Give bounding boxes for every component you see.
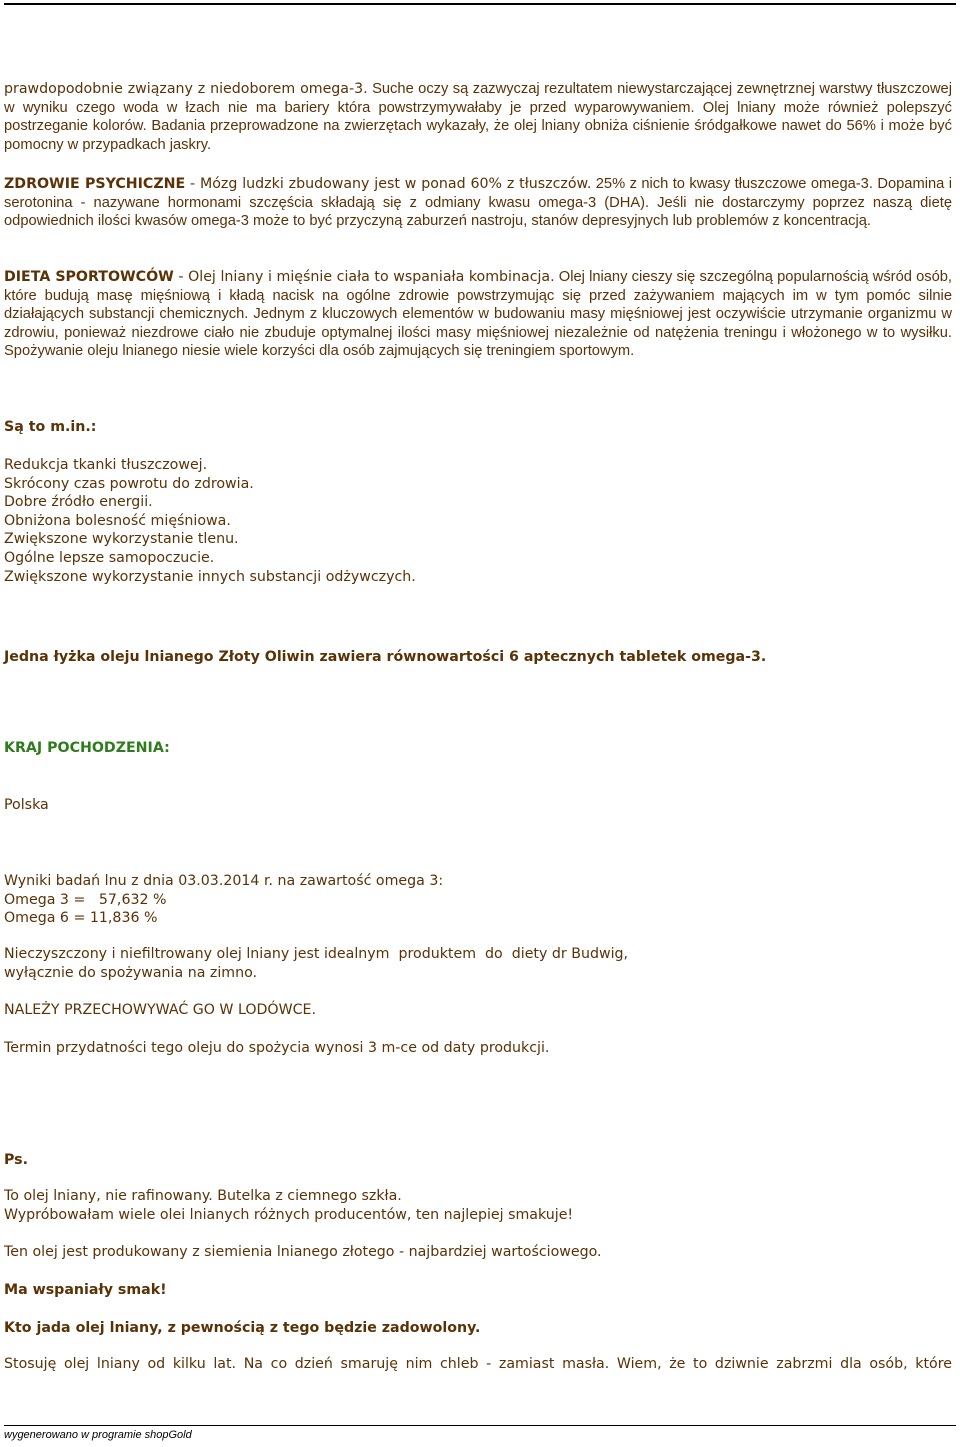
sport-diet-text-4: Spożywanie oleju lnianego niesie wiele korzyści dla osób zajmujących się treningiem sportowym.: [4, 343, 635, 360]
results-omega3: Omega 3 = 57,632 %: [4, 891, 167, 908]
ps-bold-line: Ma wspaniały smak!: [4, 1282, 167, 1298]
mental-health-text-4: Jeśli nie dostarczymy poprzez naszą dietę odpowiednich ilości kwasów omega-3 może to być przyczyną zaburzeń nastroju, stanów depresyjnych lub problemów z koncentracją.: [4, 194, 952, 230]
usage-line: wyłącznie do spożywania na zimno.: [4, 964, 258, 981]
highlight-statement: Jedna łyżka oleju lnianego Złoty Oliwin zawiera równowartości 6 aptecznych tabletek omega-3.: [4, 649, 767, 665]
usage-info: [4, 945, 952, 982]
expiry-note: Termin przydatności tego oleju do spożycia wynosi 3 m-ce od daty produkcji.: [4, 1040, 550, 1056]
list-item: Zwiększone wykorzystanie tlenu.: [4, 531, 239, 548]
sport-diet-heading: DIETA SPORTOWCÓW: [4, 269, 174, 285]
ps-bold-line: Kto jada olej lniany, z pewnością z tego będzie zadowolony.: [4, 1320, 481, 1336]
usage-line: Nieczyszczony i niefiltrowany olej lniany jest idealnym produktem do diety dr Budwig,: [4, 946, 629, 962]
intro-paragraph: [4, 80, 952, 154]
ps-line: To olej lniany, nie rafinowany. Butelka z ciemnego szkła.: [4, 1188, 402, 1204]
list-item: Redukcja tkanki tłuszczowej.: [4, 457, 208, 473]
storage-note: NALEŻY PRZECHOWYWAĆ GO W LODÓWCE.: [4, 1002, 317, 1018]
benefits-list: [4, 456, 952, 586]
ps-heading: Ps.: [4, 1152, 28, 1168]
list-item: Dobre źródło energii.: [4, 494, 153, 511]
sport-diet-text-2: Olej lniany cieszy się szczególną popularnością wśród osób, które budują masę mięśniową i kładą nacisk na ogólne zdrowie powstrzymując się przed zażywaniem mających im w tym pomóc silnie działających substancji chemicznych.: [4, 269, 952, 323]
footer-rule: [4, 1425, 956, 1426]
results-line: Wyniki badań lnu z dnia 03.03.2014 r. na zawartość omega 3:: [4, 873, 444, 889]
benefits-heading: Są to m.in.:: [4, 419, 97, 435]
mental-health-text-2: 25% z nich to kwasy tłuszczowe omega-3.: [591, 176, 873, 192]
list-item: Zwiększone wykorzystanie innych substancji odżywczych.: [4, 568, 416, 585]
footer-note: wygenerowano w programie shopGold: [4, 1429, 192, 1441]
top-rule: [4, 3, 956, 5]
list-item: Ogólne lepsze samopoczucie.: [4, 549, 215, 566]
intro-text-verdana: prawdopodobnie związany z niedoborem omega-3.: [4, 81, 368, 97]
lab-results: [4, 872, 952, 928]
mental-health-text-1: - Mózg ludzki zbudowany jest w ponad 60% z tłuszczów.: [185, 176, 592, 192]
sport-diet-text-1: - Olej lniany i mięśnie ciała to wspaniała kombinacja.: [173, 269, 555, 285]
ps-last-line: Stosuję olej lniany od kilku lat. Na co dzień smaruję nim chleb - zamiast masła. Wiem, że to dziwnie zabrzmi dla osób, które: [4, 1356, 952, 1372]
sport-diet-text-3: Jednym z kluczowych elementów w budowaniu masy mięśniowej jest oczywiście utrzymanie organizmu w zdrowiu, ponieważ niezdrowe ciało nie zbuduje optymalnej ilości masy mięśniowej niezależnie od natężenia treningu i włożonego w to wysiłku.: [4, 306, 952, 341]
list-item: Obniżona bolesność mięśniowa.: [4, 512, 231, 529]
ps-line: Ten olej jest produkowany z siemienia lnianego złotego - najbardziej wartościowego.: [4, 1244, 602, 1260]
mental-health-paragraph: [4, 175, 952, 231]
intro-text-arial: Suche oczy są zazwyczaj rezultatem niewystarczającej zewnętrznej warstwy tłuszczowej w wyniku czego woda w łzach nie ma bariery która powstrzymywałaby je przed wyparowywaniem. Olej lniany może również polepszyć postrzeganie kolorów. Badania przeprowadzone na zwierzętach wykazały, że olej lniany obniża ciśnienie śródgałkowe nawet do 56% i może być pomocny w przypadkach jaskry.: [4, 81, 952, 153]
mental-health-text-3: Dopamina i serotonina - nazywane hormonami szczęścia składają się z odmiany kwasu omega-3 (DHA).: [4, 176, 952, 211]
sport-diet-paragraph: [4, 268, 952, 361]
origin-heading: KRAJ POCHODZENIA:: [4, 740, 170, 756]
mental-health-heading: ZDROWIE PSYCHICZNE: [4, 176, 186, 192]
origin-value: Polska: [4, 797, 49, 813]
ps-line: Wypróbowałam wiele olei lnianych różnych producentów, ten najlepiej smakuje!: [4, 1206, 574, 1223]
list-item: Skrócony czas powrotu do zdrowia.: [4, 475, 254, 492]
results-omega6: Omega 6 = 11,836 %: [4, 910, 158, 927]
ps-text: [4, 1187, 952, 1224]
